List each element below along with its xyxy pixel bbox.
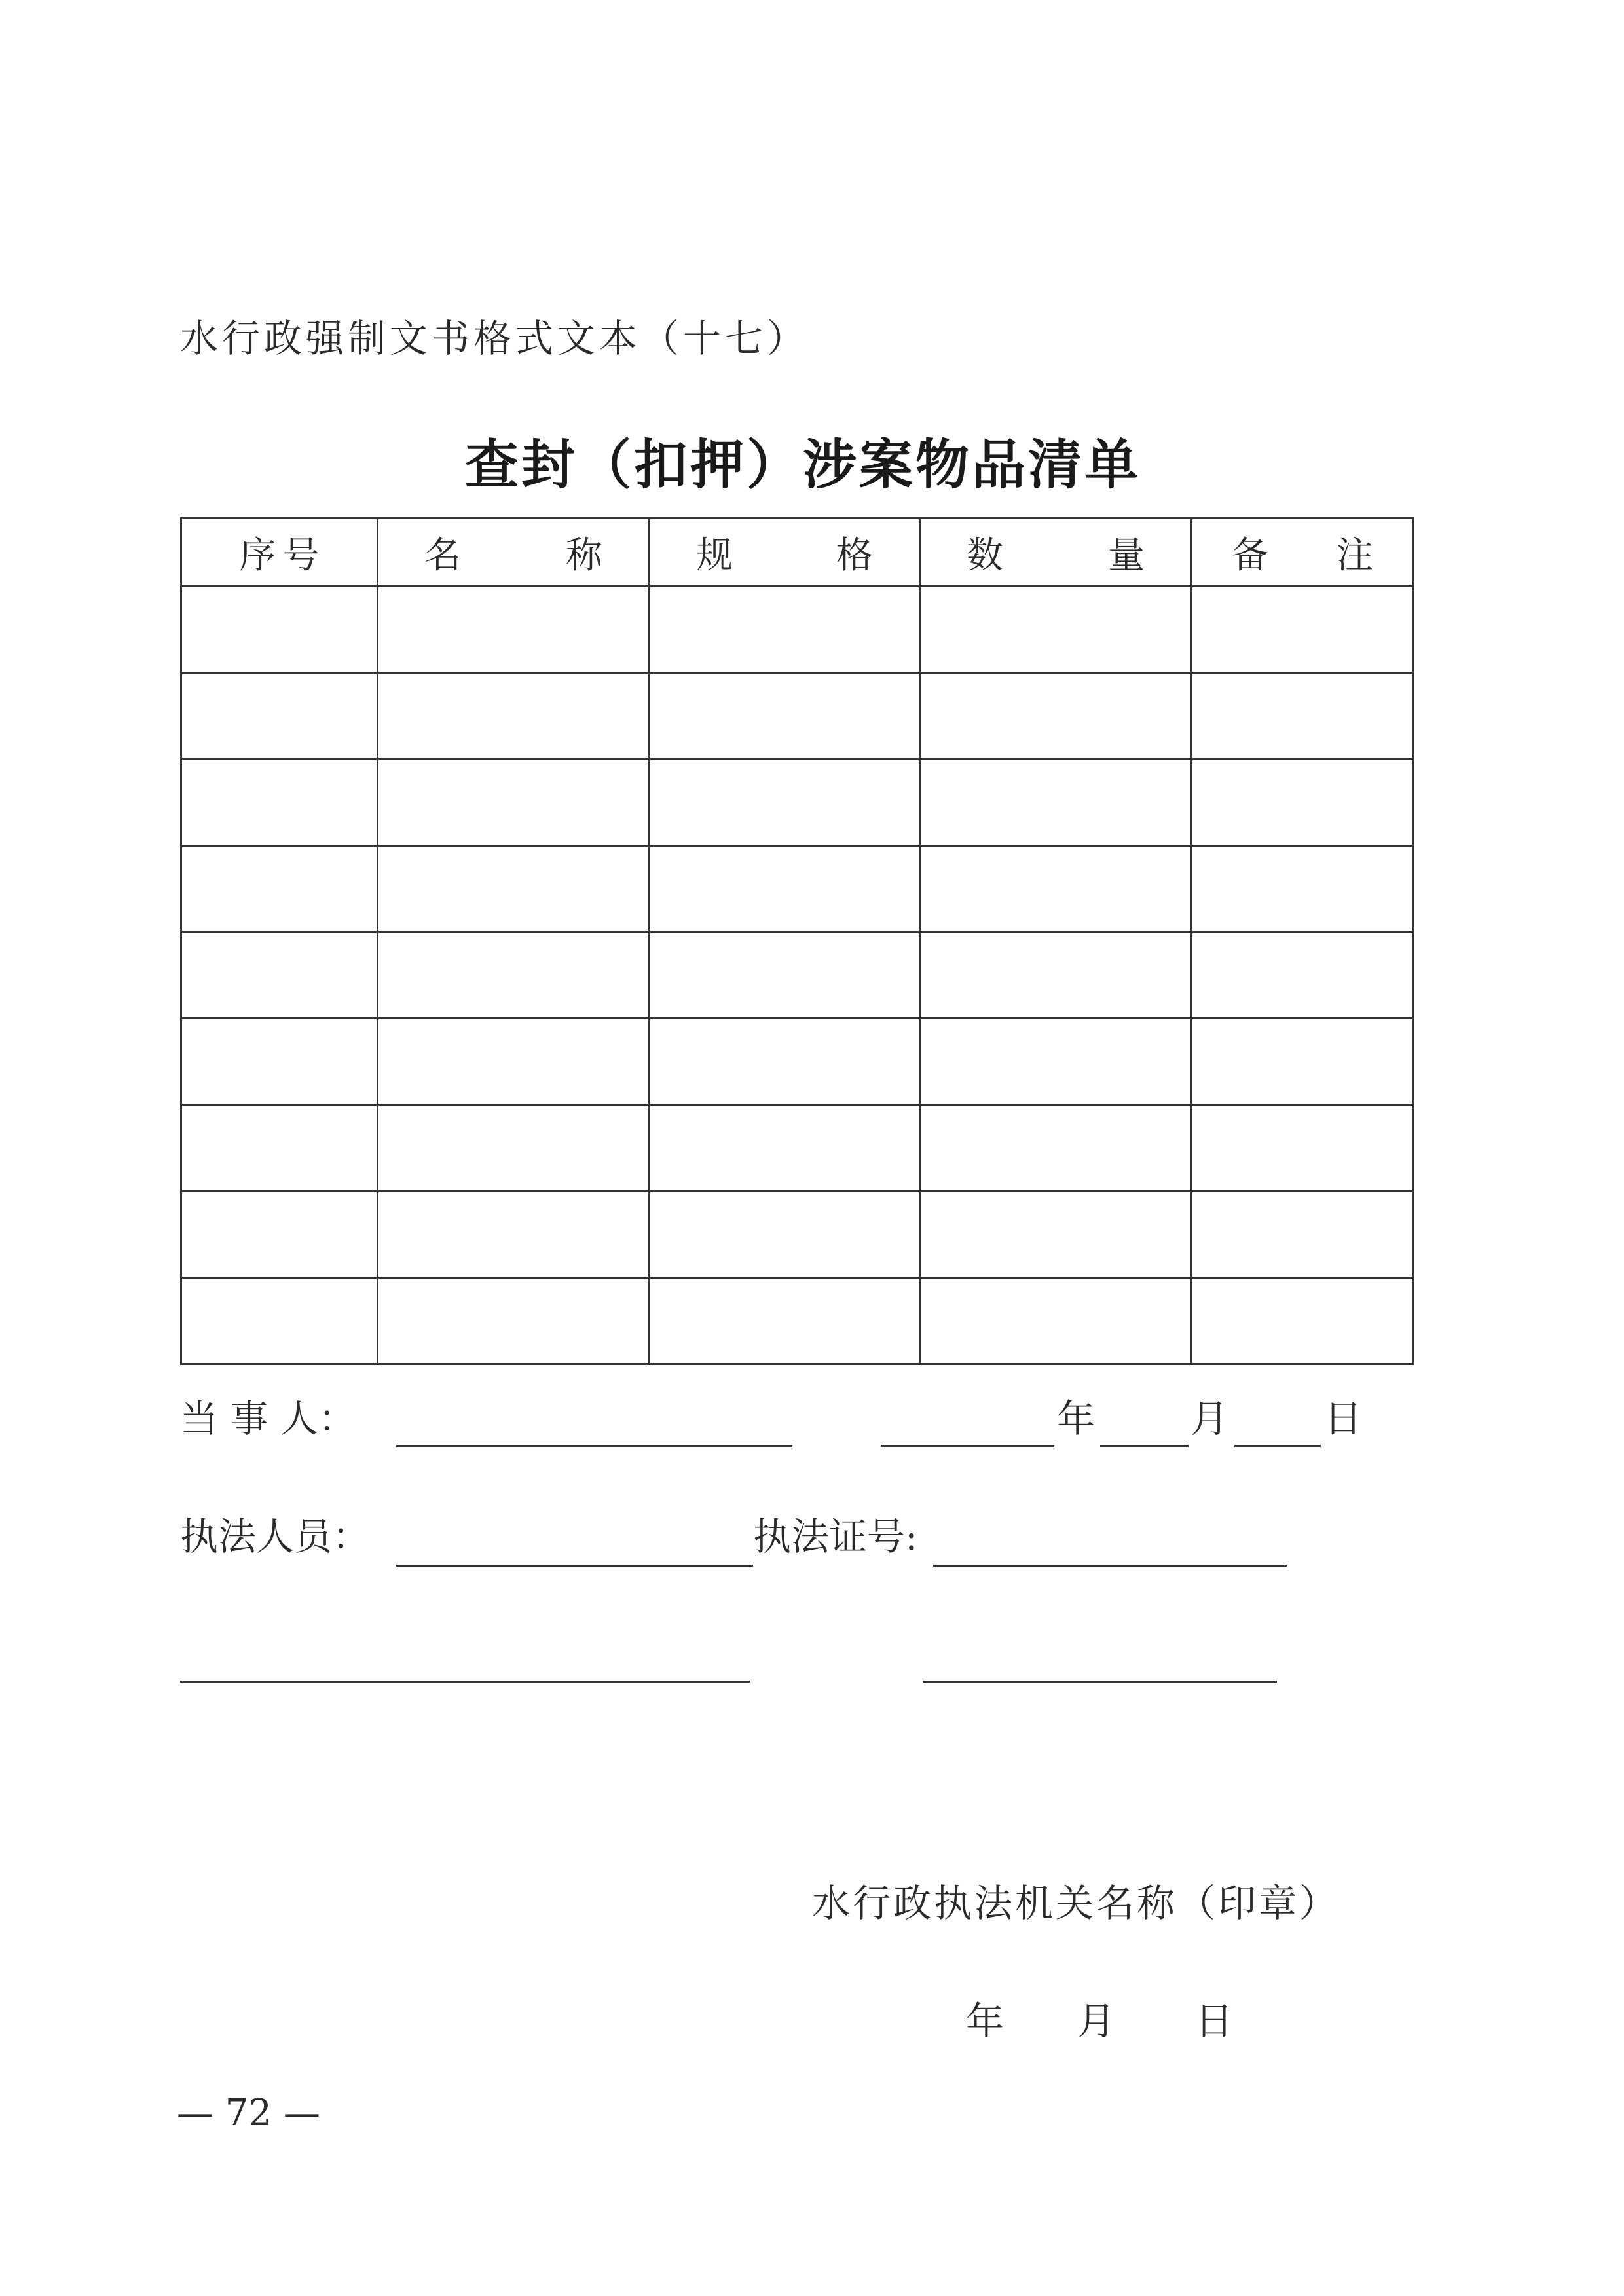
header-spec-char-2: 格	[836, 534, 873, 577]
cell-qty[interactable]	[920, 932, 1192, 1019]
header-qty-char-2: 量	[1108, 534, 1145, 577]
cert-number-2-line[interactable]	[923, 1681, 1277, 1683]
table-row	[181, 1192, 1414, 1278]
cell-remark[interactable]	[1192, 673, 1414, 759]
cell-name[interactable]	[378, 673, 650, 759]
cell-name[interactable]	[378, 1105, 650, 1192]
cell-name[interactable]	[378, 587, 650, 673]
cell-remark[interactable]	[1192, 1278, 1414, 1364]
party-month-line[interactable]	[1100, 1445, 1189, 1447]
cell-seq[interactable]	[181, 932, 378, 1019]
table-row	[181, 1019, 1414, 1105]
header-remark-char-1: 备	[1232, 534, 1268, 577]
cell-seq[interactable]	[181, 1019, 378, 1105]
officer-2-line[interactable]	[180, 1681, 750, 1683]
cell-remark[interactable]	[1192, 1192, 1414, 1278]
party-year-label: 年	[1057, 1396, 1096, 1441]
header-name-char-2: 称	[566, 534, 602, 577]
cell-qty[interactable]	[920, 1019, 1192, 1105]
header-remark-char-2: 注	[1337, 534, 1373, 577]
cell-name[interactable]	[378, 846, 650, 932]
page-title: 查封（扣押）涉案物品清单	[465, 433, 1141, 496]
cell-seq[interactable]	[181, 1192, 378, 1278]
cell-remark[interactable]	[1192, 932, 1414, 1019]
header-qty	[920, 519, 1192, 587]
cell-qty[interactable]	[920, 1105, 1192, 1192]
party-year-line[interactable]	[881, 1445, 1054, 1447]
document-type-label: 水行政强制文书格式文本（十七）	[180, 316, 809, 361]
table-row	[181, 1278, 1414, 1364]
cell-name[interactable]	[378, 1019, 650, 1105]
officers-label: 执法人员：	[180, 1514, 371, 1559]
table-row	[181, 759, 1414, 846]
table-row	[181, 932, 1414, 1019]
cell-remark[interactable]	[1192, 587, 1414, 673]
party-input-line[interactable]	[396, 1445, 792, 1447]
cell-spec[interactable]	[650, 673, 920, 759]
party-label: 当 事 人：	[180, 1396, 356, 1441]
cell-seq[interactable]	[181, 673, 378, 759]
officers-input-line[interactable]	[396, 1565, 753, 1567]
cell-seq[interactable]	[181, 1105, 378, 1192]
header-seq-char-1: 序	[239, 534, 276, 577]
cell-spec[interactable]	[650, 759, 920, 846]
cell-spec[interactable]	[650, 846, 920, 932]
cell-remark[interactable]	[1192, 846, 1414, 932]
cell-qty[interactable]	[920, 1192, 1192, 1278]
cell-name[interactable]	[378, 1278, 650, 1364]
cell-remark[interactable]	[1192, 759, 1414, 846]
table-row	[181, 1105, 1414, 1192]
cert-number-line[interactable]	[933, 1565, 1287, 1567]
cell-seq[interactable]	[181, 846, 378, 932]
cell-spec[interactable]	[650, 1105, 920, 1192]
table-row	[181, 846, 1414, 932]
page-number: — 72 —	[177, 2092, 320, 2134]
cell-qty[interactable]	[920, 759, 1192, 846]
header-remark	[1192, 519, 1414, 587]
cell-spec[interactable]	[650, 932, 920, 1019]
party-month-label: 月	[1190, 1396, 1229, 1441]
cell-remark[interactable]	[1192, 1019, 1414, 1105]
cell-name[interactable]	[378, 932, 650, 1019]
cert-number-label: 执法证号:	[753, 1514, 918, 1559]
cell-spec[interactable]	[650, 1192, 920, 1278]
cell-spec[interactable]	[650, 1019, 920, 1105]
header-spec-char-1: 规	[696, 534, 733, 577]
cell-qty[interactable]	[920, 587, 1192, 673]
cell-qty[interactable]	[920, 1278, 1192, 1364]
cell-qty[interactable]	[920, 673, 1192, 759]
table-header-row	[181, 519, 1414, 587]
header-name-char-1: 名	[424, 534, 461, 577]
sign-year-label: 年	[966, 1999, 1005, 2043]
table-row	[181, 673, 1414, 759]
cell-remark[interactable]	[1192, 1105, 1414, 1192]
sign-month-label: 月	[1077, 1999, 1116, 2043]
items-table	[180, 517, 1414, 1365]
header-seq-char-2: 号	[282, 534, 320, 577]
cell-seq[interactable]	[181, 759, 378, 846]
party-day-label: 日	[1324, 1396, 1363, 1441]
header-qty-char-1: 数	[967, 534, 1003, 577]
header-name	[378, 519, 650, 587]
table-body	[181, 587, 1414, 1364]
cell-spec[interactable]	[650, 587, 920, 673]
table-row	[181, 587, 1414, 673]
agency-seal-label: 水行政执法机关名称（印章）	[812, 1881, 1340, 1925]
cell-seq[interactable]	[181, 1278, 378, 1364]
cell-name[interactable]	[378, 1192, 650, 1278]
cell-seq[interactable]	[181, 587, 378, 673]
cell-name[interactable]	[378, 759, 650, 846]
cell-qty[interactable]	[920, 846, 1192, 932]
header-seq	[181, 519, 378, 587]
cell-spec[interactable]	[650, 1278, 920, 1364]
header-spec	[650, 519, 920, 587]
party-day-line[interactable]	[1234, 1445, 1321, 1447]
sign-day-label: 日	[1195, 1999, 1234, 2043]
